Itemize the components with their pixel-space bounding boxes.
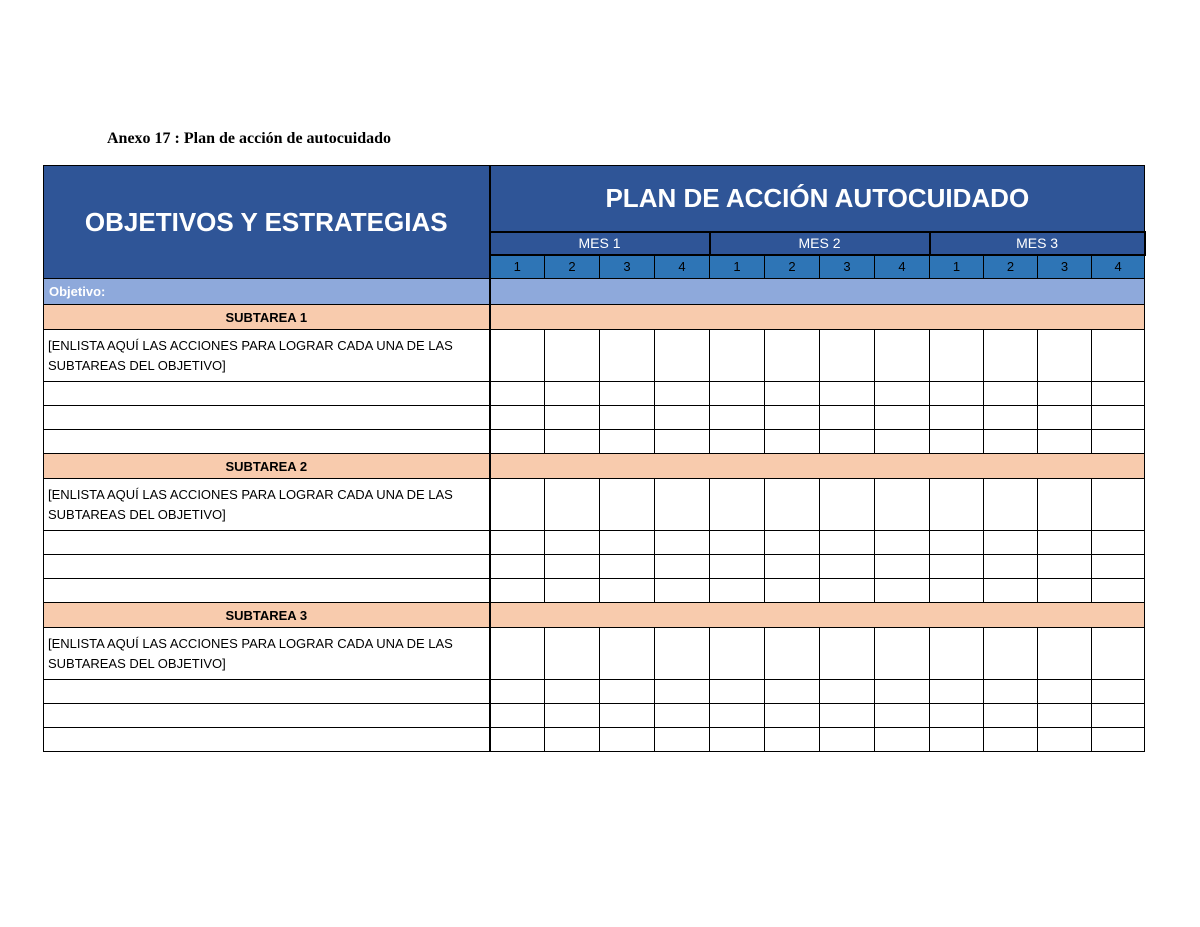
schedule-cell[interactable] <box>765 704 820 728</box>
schedule-cell[interactable] <box>600 555 655 579</box>
schedule-cell[interactable] <box>600 680 655 704</box>
schedule-cell[interactable] <box>984 579 1038 603</box>
schedule-cell[interactable] <box>1038 382 1092 406</box>
action-description-cell[interactable] <box>44 430 490 454</box>
schedule-cell[interactable] <box>490 382 545 406</box>
schedule-cell[interactable] <box>930 579 984 603</box>
schedule-cell[interactable] <box>1092 531 1145 555</box>
schedule-cell[interactable] <box>490 555 545 579</box>
schedule-cell[interactable] <box>820 628 875 680</box>
schedule-cell[interactable] <box>545 680 600 704</box>
schedule-cell[interactable] <box>490 628 545 680</box>
objective-row <box>44 279 1145 305</box>
plan-title-header: PLAN DE ACCIÓN AUTOCUIDADO <box>490 166 1145 232</box>
schedule-cell[interactable] <box>875 406 930 430</box>
action-plan-table <box>43 165 1146 752</box>
schedule-cell[interactable] <box>710 406 765 430</box>
schedule-cell[interactable] <box>820 728 875 752</box>
schedule-cell[interactable] <box>765 330 820 382</box>
schedule-cell[interactable] <box>984 430 1038 454</box>
week-header-m3-w1: 1 <box>930 255 984 279</box>
schedule-cell[interactable] <box>1092 330 1145 382</box>
schedule-cell[interactable] <box>545 579 600 603</box>
schedule-cell[interactable] <box>600 628 655 680</box>
schedule-cell[interactable] <box>545 382 600 406</box>
schedule-cell[interactable] <box>820 680 875 704</box>
schedule-cell[interactable] <box>875 728 930 752</box>
schedule-cell[interactable] <box>545 555 600 579</box>
schedule-cell[interactable] <box>545 479 600 531</box>
schedule-cell[interactable] <box>490 579 545 603</box>
action-description-cell[interactable] <box>44 555 490 579</box>
action-description-cell[interactable]: [ENLISTA AQUÍ LAS ACCIONES PARA LOGRAR CADA UNA DE LAS SUBTAREAS DEL OBJETIVO] <box>44 330 490 382</box>
schedule-cell[interactable] <box>710 680 765 704</box>
schedule-cell[interactable] <box>1092 406 1145 430</box>
schedule-cell[interactable] <box>875 628 930 680</box>
objective-band <box>490 279 1145 305</box>
schedule-cell[interactable] <box>820 579 875 603</box>
action-row <box>44 330 1145 382</box>
schedule-cell[interactable] <box>710 430 765 454</box>
schedule-cell[interactable] <box>710 704 765 728</box>
schedule-cell[interactable] <box>984 728 1038 752</box>
empty-action-row <box>44 430 1145 454</box>
schedule-cell[interactable] <box>600 531 655 555</box>
schedule-cell[interactable] <box>1092 382 1145 406</box>
schedule-cell[interactable] <box>600 728 655 752</box>
schedule-cell[interactable] <box>655 330 710 382</box>
schedule-cell[interactable] <box>1038 406 1092 430</box>
schedule-cell[interactable] <box>490 430 545 454</box>
schedule-cell[interactable] <box>820 555 875 579</box>
schedule-cell[interactable] <box>1092 628 1145 680</box>
week-header-m1-w4: 4 <box>655 255 710 279</box>
schedule-cell[interactable] <box>1038 330 1092 382</box>
schedule-cell[interactable] <box>710 330 765 382</box>
schedule-cell[interactable] <box>984 406 1038 430</box>
schedule-cell[interactable] <box>490 531 545 555</box>
schedule-cell[interactable] <box>1038 555 1092 579</box>
month-header-3: MES 3 <box>930 232 1145 255</box>
schedule-cell[interactable] <box>875 579 930 603</box>
schedule-cell[interactable] <box>765 555 820 579</box>
schedule-cell[interactable] <box>1092 579 1145 603</box>
schedule-cell[interactable] <box>1038 728 1092 752</box>
schedule-cell[interactable] <box>600 330 655 382</box>
schedule-cell[interactable] <box>490 330 545 382</box>
schedule-cell[interactable] <box>655 579 710 603</box>
subtask-row <box>44 603 1145 628</box>
action-description-cell[interactable]: [ENLISTA AQUÍ LAS ACCIONES PARA LOGRAR CADA UNA DE LAS SUBTAREAS DEL OBJETIVO] <box>44 479 490 531</box>
schedule-cell[interactable] <box>984 704 1038 728</box>
schedule-cell[interactable] <box>765 628 820 680</box>
schedule-cell[interactable] <box>545 628 600 680</box>
schedule-cell[interactable] <box>820 330 875 382</box>
week-header-m1-w1: 1 <box>490 255 545 279</box>
schedule-cell[interactable] <box>1092 704 1145 728</box>
schedule-cell[interactable] <box>875 430 930 454</box>
schedule-cell[interactable] <box>984 382 1038 406</box>
schedule-cell[interactable] <box>984 628 1038 680</box>
schedule-cell[interactable] <box>875 704 930 728</box>
schedule-cell[interactable] <box>930 430 984 454</box>
schedule-cell[interactable] <box>765 680 820 704</box>
subtask-label: SUBTAREA 1 <box>44 305 490 330</box>
schedule-cell[interactable] <box>765 579 820 603</box>
subtask-band <box>490 305 1145 330</box>
schedule-cell[interactable] <box>710 628 765 680</box>
empty-action-row <box>44 680 1145 704</box>
action-row <box>44 628 1145 680</box>
schedule-cell[interactable] <box>1092 430 1145 454</box>
schedule-cell[interactable] <box>655 728 710 752</box>
schedule-cell[interactable] <box>930 555 984 579</box>
schedule-cell[interactable] <box>875 330 930 382</box>
objective-label: Objetivo: <box>44 279 490 305</box>
schedule-cell[interactable] <box>490 728 545 752</box>
schedule-cell[interactable] <box>1038 680 1092 704</box>
month-header-2: MES 2 <box>710 232 930 255</box>
empty-action-row <box>44 382 1145 406</box>
schedule-cell[interactable] <box>875 555 930 579</box>
schedule-cell[interactable] <box>600 579 655 603</box>
empty-action-row <box>44 531 1145 555</box>
schedule-cell[interactable] <box>765 728 820 752</box>
schedule-cell[interactable] <box>545 704 600 728</box>
schedule-cell[interactable] <box>984 555 1038 579</box>
schedule-cell[interactable] <box>545 406 600 430</box>
week-header-m2-w3: 3 <box>820 255 875 279</box>
week-header-m1-w3: 3 <box>600 255 655 279</box>
schedule-cell[interactable] <box>710 479 765 531</box>
schedule-cell[interactable] <box>490 406 545 430</box>
action-description-cell[interactable] <box>44 680 490 704</box>
action-description-cell[interactable] <box>44 531 490 555</box>
schedule-cell[interactable] <box>820 704 875 728</box>
schedule-cell[interactable] <box>765 406 820 430</box>
schedule-cell[interactable] <box>1038 479 1092 531</box>
schedule-cell[interactable] <box>930 330 984 382</box>
schedule-cell[interactable] <box>600 406 655 430</box>
schedule-cell[interactable] <box>1038 531 1092 555</box>
empty-action-row <box>44 728 1145 752</box>
schedule-cell[interactable] <box>655 628 710 680</box>
schedule-cell[interactable] <box>710 555 765 579</box>
schedule-cell[interactable] <box>984 680 1038 704</box>
schedule-cell[interactable] <box>875 479 930 531</box>
action-description-cell[interactable] <box>44 382 490 406</box>
schedule-cell[interactable] <box>765 479 820 531</box>
schedule-cell[interactable] <box>875 680 930 704</box>
schedule-cell[interactable] <box>930 479 984 531</box>
schedule-cell[interactable] <box>655 430 710 454</box>
schedule-cell[interactable] <box>1092 555 1145 579</box>
schedule-cell[interactable] <box>765 430 820 454</box>
schedule-cell[interactable] <box>984 531 1038 555</box>
schedule-cell[interactable] <box>930 406 984 430</box>
week-header-m2-w4: 4 <box>875 255 930 279</box>
schedule-cell[interactable] <box>765 382 820 406</box>
week-header-m2-w2: 2 <box>765 255 820 279</box>
schedule-cell[interactable] <box>710 531 765 555</box>
schedule-cell[interactable] <box>820 430 875 454</box>
schedule-cell[interactable] <box>655 555 710 579</box>
schedule-cell[interactable] <box>930 704 984 728</box>
header-title-row <box>44 166 1145 232</box>
empty-action-row <box>44 704 1145 728</box>
schedule-cell[interactable] <box>545 330 600 382</box>
subtask-band <box>490 454 1145 479</box>
schedule-cell[interactable] <box>1038 579 1092 603</box>
schedule-cell[interactable] <box>490 479 545 531</box>
schedule-cell[interactable] <box>1038 628 1092 680</box>
week-header-m2-w1: 1 <box>710 255 765 279</box>
document-title: Anexo 17 : Plan de acción de autocuidado <box>107 130 392 147</box>
subtask-row <box>44 305 1145 330</box>
schedule-cell[interactable] <box>930 531 984 555</box>
week-header-m3-w4: 4 <box>1092 255 1145 279</box>
subtask-label: SUBTAREA 3 <box>44 603 490 628</box>
schedule-cell[interactable] <box>875 531 930 555</box>
action-description-cell[interactable] <box>44 728 490 752</box>
schedule-cell[interactable] <box>765 531 820 555</box>
schedule-cell[interactable] <box>655 680 710 704</box>
schedule-cell[interactable] <box>490 704 545 728</box>
objectives-strategies-header: OBJETIVOS Y ESTRATEGIAS <box>44 166 490 279</box>
schedule-cell[interactable] <box>600 382 655 406</box>
schedule-cell[interactable] <box>655 479 710 531</box>
schedule-cell[interactable] <box>710 728 765 752</box>
schedule-cell[interactable] <box>984 479 1038 531</box>
subtask-row <box>44 454 1145 479</box>
empty-action-row <box>44 555 1145 579</box>
action-description-cell[interactable] <box>44 579 490 603</box>
schedule-cell[interactable] <box>545 430 600 454</box>
schedule-cell[interactable] <box>984 330 1038 382</box>
week-header-m3-w2: 2 <box>984 255 1038 279</box>
schedule-cell[interactable] <box>1092 479 1145 531</box>
schedule-cell[interactable] <box>545 531 600 555</box>
schedule-cell[interactable] <box>1092 680 1145 704</box>
schedule-cell[interactable] <box>490 680 545 704</box>
schedule-cell[interactable] <box>930 628 984 680</box>
month-header-1: MES 1 <box>490 232 710 255</box>
schedule-cell[interactable] <box>1038 430 1092 454</box>
action-description-cell[interactable] <box>44 406 490 430</box>
schedule-cell[interactable] <box>545 728 600 752</box>
schedule-cell[interactable] <box>930 728 984 752</box>
empty-action-row <box>44 406 1145 430</box>
schedule-cell[interactable] <box>655 406 710 430</box>
schedule-cell[interactable] <box>930 382 984 406</box>
schedule-cell[interactable] <box>600 704 655 728</box>
schedule-cell[interactable] <box>600 479 655 531</box>
schedule-cell[interactable] <box>655 704 710 728</box>
week-header-m1-w2: 2 <box>545 255 600 279</box>
schedule-cell[interactable] <box>1092 728 1145 752</box>
schedule-cell[interactable] <box>710 382 765 406</box>
action-row <box>44 479 1145 531</box>
schedule-cell[interactable] <box>710 579 765 603</box>
action-description-cell[interactable] <box>44 704 490 728</box>
subtask-band <box>490 603 1145 628</box>
week-header-m3-w3: 3 <box>1038 255 1092 279</box>
action-description-cell[interactable]: [ENLISTA AQUÍ LAS ACCIONES PARA LOGRAR CADA UNA DE LAS SUBTAREAS DEL OBJETIVO] <box>44 628 490 680</box>
schedule-cell[interactable] <box>930 680 984 704</box>
schedule-cell[interactable] <box>1038 704 1092 728</box>
schedule-cell[interactable] <box>655 382 710 406</box>
schedule-cell[interactable] <box>600 430 655 454</box>
schedule-cell[interactable] <box>820 479 875 531</box>
empty-action-row <box>44 579 1145 603</box>
schedule-cell[interactable] <box>655 531 710 555</box>
schedule-cell[interactable] <box>820 406 875 430</box>
schedule-cell[interactable] <box>820 382 875 406</box>
subtask-label: SUBTAREA 2 <box>44 454 490 479</box>
schedule-cell[interactable] <box>820 531 875 555</box>
schedule-cell[interactable] <box>875 382 930 406</box>
